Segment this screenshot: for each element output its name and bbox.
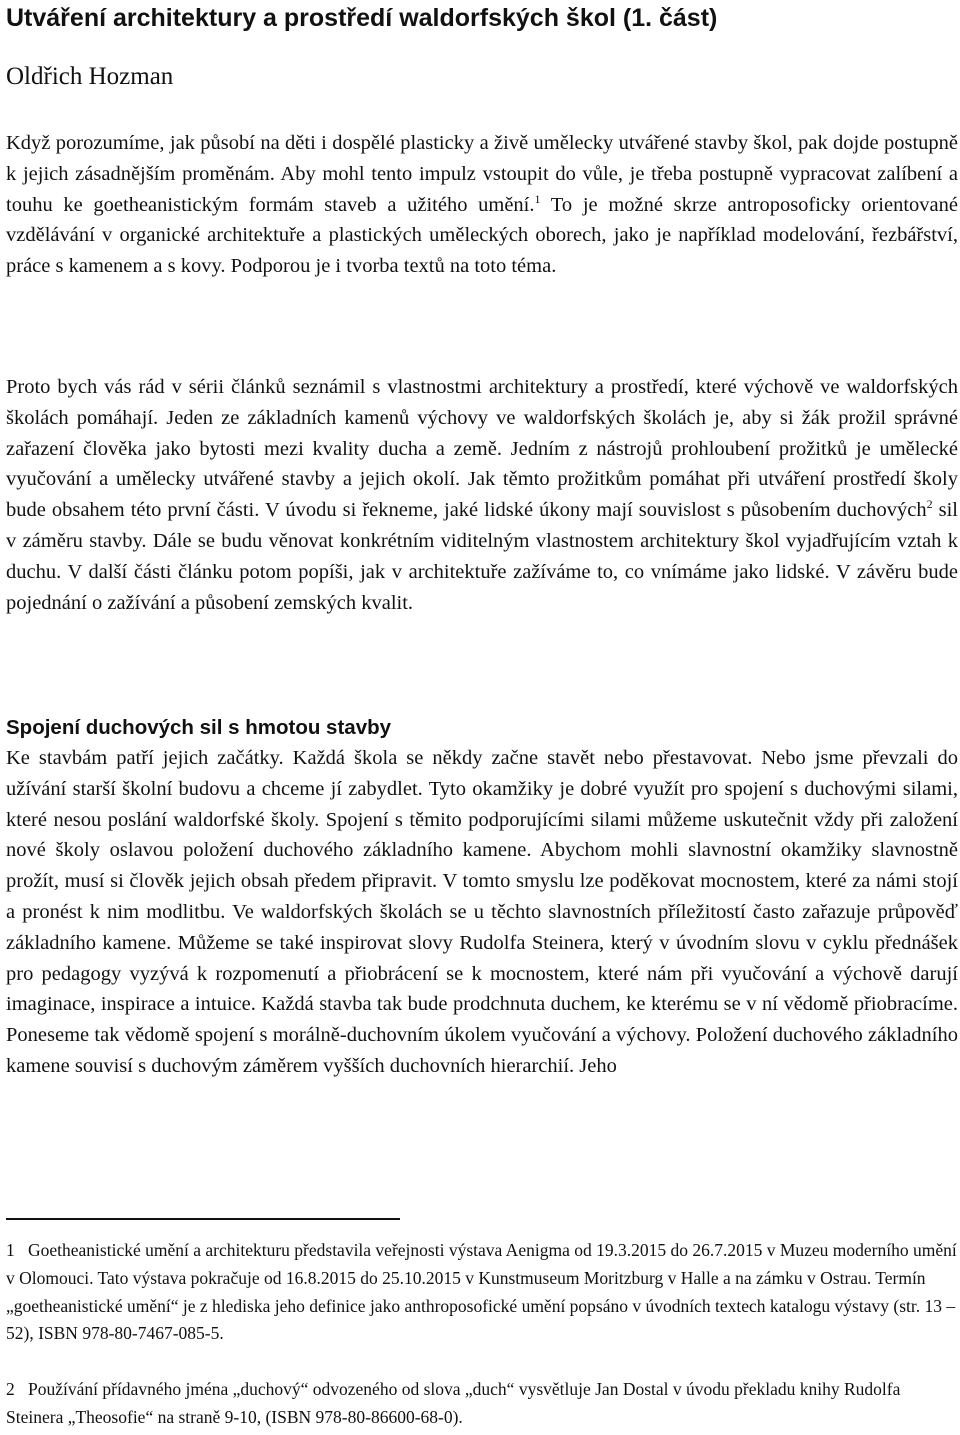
paragraph-text: sil v záměru stavby. Dále se budu věnovat konkrétním viditelným vlastnostem architektury škol vyjadřujícím vztah k duchu. V další části článku potom popíši, jak v architektuře zažíváme to, co vnímáme jako lidské. V závěru bude pojednání o zažívání a působení zemských kvalit. bbox=[6, 499, 958, 614]
footnote-ref-2[interactable]: 2 bbox=[926, 497, 933, 512]
paragraph-intro bbox=[6, 128, 958, 282]
paragraph-series bbox=[6, 372, 958, 618]
footnote-separator bbox=[6, 1218, 400, 1220]
footnote-text: Goetheanistické umění a architekturu představila veřejnosti výstava Aenigma od 19.3.2015 do 26.7.2015 v Muzeu moderního umění v Olomouci. Tato výstava pokračuje od 16.8.2015 do 25.10.2015 v Kunstmuseum Moritzburg v Halle a na zámku v Ostrau. Termín „goetheanistické umění“ je z hlediska jeho definice jako anthroposofické umění popsáno v úvodních textech katalogu výstavy (str. 13 – 52), ISBN 978-80-7467-085-5. bbox=[6, 1240, 957, 1344]
article-author: Oldřich Hozman bbox=[6, 63, 174, 90]
footnote-2 bbox=[6, 1376, 958, 1432]
footnote-1 bbox=[6, 1237, 958, 1348]
section-heading: Spojení duchových sil s hmotou stavby bbox=[6, 716, 392, 739]
section-paragraph: Ke stavbám patří jejich začátky. Každá škola se někdy začne stavět nebo přestavovat. Nebo jsme převzali do užívání starší školní budovu a chceme jí zabydlet. Tyto okamžiky je dobré využít pro spojení s duchovými silami, které nesou poslání waldorfské školy. Spojení s těmito podporujícími silami můžeme uskutečnit vždy při založení nové školy oslavou položení duchového základního kamene. Abychom mohli slavnostní okamžiky slavnostně prožít, musí si člověk jejich obsah předem připravit. V tomto smyslu lze poděkovat mocnostem, které za námi stojí a pronést k nim modlitbu. Ve waldorfských školách se u těchto slavnostních příležitostí často zařazuje průpověď základního kamene. Můžeme se také inspirovat slovy Rudolfa Steinera, který v úvodním slovu v cyklu přednášek pro pedagogy vyzývá k rozpomenutí a přiobrácení se k mocnostem, které nám při vyučování a výchově darují imaginace, inspirace a intuice. Každá stavba tak bude prodchnuta duchem, ke kterému se v ní vědomě přiobracíme. Poneseme tak vědomě spojení s morálně-duchovním úkolem vyučování a výchovy. Položení duchového základního kamene souvisí s duchovým záměrem vyšších duchovních hierarchií. Jeho bbox=[6, 747, 958, 1077]
footnote-ref-1[interactable]: 1 bbox=[534, 191, 541, 206]
footnote-number: 2 bbox=[6, 1379, 15, 1399]
paragraph-text: Když porozumíme, jak působí na děti i dospělé plasticky a živě umělecky utvářené stavby škol, pak dojde postupně k jejich zásadnějším proměnám. Aby mohl tento impulz vstoupit do vůle, je třeba postupně vypracovat zalíbení a touhu ke goetheanistickým formám staveb a užitého umění. bbox=[6, 132, 958, 216]
paragraph-text: Proto bych vás rád v sérii článků seznámil s vlastnostmi architektury a prostředí, které výchově ve waldorfských školách pomáhají. Jeden ze základních kamenů výchovy ve waldorfských školách je, aby si žák prožil správné zařazení člověka jako bytosti mezi kvality ducha a země. Jedním z nástrojů prohloubení prožitků je umělecké vyučování a umělecky utvářené stavby a jejich okolí. Jak těmto prožitkům pomáhat při utváření prostředí školy bude obsahem této první části. V úvodu si řekneme, jaké lidské úkony mají souvislost s působením duchových bbox=[6, 376, 958, 522]
footnote-number: 1 bbox=[6, 1240, 15, 1260]
paragraph-text: To je možné skrze antroposoficky orientované vzdělávání v organické architektuře a plastických uměleckých oborech, jako je například modelování, řezbářství, práce s kamenem a s kovy. Podporou je i tvorba textů na toto téma. bbox=[6, 193, 958, 278]
footnote-text: Používání přídavného jména „duchový“ odvozeného od slova „duch“ vysvětluje Jan Dostal v úvodu překladu knihy Rudolfa Steinera „Theosofie“ na straně 9-10, (ISBN 978-80-86600-68-0). bbox=[6, 1379, 901, 1427]
article-title: Utváření architektury a prostředí waldorfských škol (1. část) bbox=[6, 4, 718, 32]
